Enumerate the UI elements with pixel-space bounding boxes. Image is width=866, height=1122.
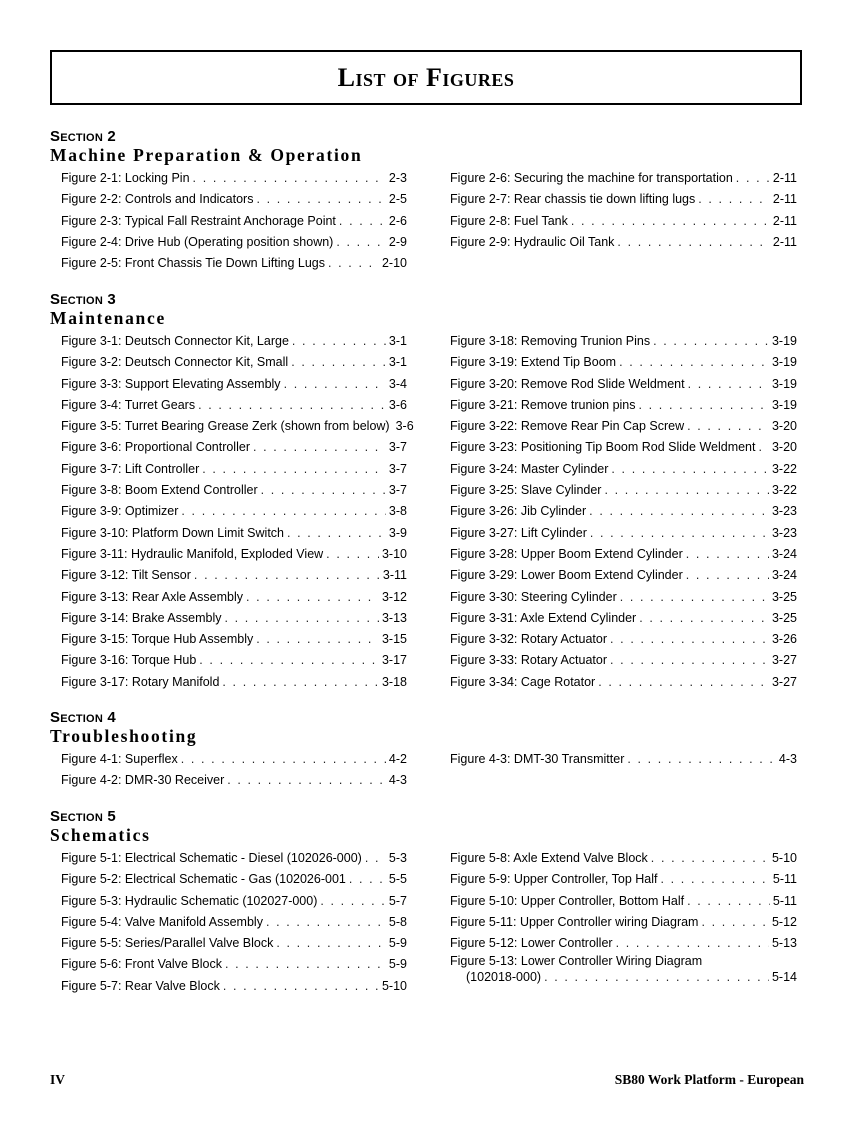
figure-page: 3-24 xyxy=(771,568,797,583)
figure-label: Figure 3-33: Rotary Actuator xyxy=(450,653,608,668)
figure-label: Figure 3-6: Proportional Controller xyxy=(61,440,250,455)
figure-label: Figure 3-2: Deutsch Connector Kit, Small xyxy=(61,355,289,370)
dot-leader xyxy=(326,544,379,565)
dot-leader xyxy=(604,480,769,501)
figure-label: Figure 3-19: Extend Tip Boom xyxy=(450,355,617,370)
figure-page: 5-9 xyxy=(388,936,407,951)
dot-leader xyxy=(639,608,769,629)
figure-page: 3-1 xyxy=(388,355,407,370)
section-label: Section 3 xyxy=(50,291,116,308)
figure-label: Figure 4-3: DMT-30 Transmitter xyxy=(450,752,625,766)
figure-entry[interactable] xyxy=(61,189,407,210)
figure-label: Figure 2-9: Hydraulic Oil Tank xyxy=(450,234,615,249)
figure-page: 3-6 xyxy=(395,419,414,434)
figure-entry[interactable] xyxy=(450,650,797,671)
figure-entry[interactable] xyxy=(450,459,797,480)
figure-label: Figure 3-24: Master Cylinder xyxy=(450,461,609,476)
dot-leader xyxy=(328,253,379,274)
dot-leader xyxy=(639,395,769,416)
dot-leader xyxy=(223,976,379,997)
figure-page: 2-10 xyxy=(381,256,407,271)
figure-page: 3-9 xyxy=(388,525,407,540)
figure-page: 5-10 xyxy=(381,978,407,993)
figure-page: 4-3 xyxy=(388,773,407,788)
figure-entry[interactable] xyxy=(61,869,407,890)
figure-page: 3-20 xyxy=(771,419,797,434)
figure-entry[interactable] xyxy=(61,565,407,586)
figure-page: 5-8 xyxy=(388,914,407,929)
figure-label: Figure 3-12: Tilt Sensor xyxy=(61,568,191,583)
figure-page: 2-6 xyxy=(388,213,407,228)
dot-leader xyxy=(276,933,386,954)
figure-entry[interactable] xyxy=(61,650,407,671)
figure-label-line2: (102018-000) xyxy=(466,970,542,985)
figure-label: Figure 5-10: Upper Controller, Bottom Half xyxy=(450,893,685,908)
figure-label: Figure 3-4: Turret Gears xyxy=(61,397,196,412)
figure-label: Figure 2-6: Securing the machine for transportation xyxy=(450,171,733,185)
figure-entry[interactable] xyxy=(450,848,797,869)
dot-leader xyxy=(736,168,770,189)
figure-label: Figure 3-23: Positioning Tip Boom Rod Slide Weldment xyxy=(450,440,756,455)
figure-page: 3-20 xyxy=(771,440,797,455)
figure-label: Figure 3-30: Steering Cylinder xyxy=(450,589,617,604)
section-title: Maintenance xyxy=(50,308,166,328)
figure-label: Figure 5-2: Electrical Schematic - Gas (102026-001 xyxy=(61,872,346,887)
figure-label: Figure 5-6: Front Valve Block xyxy=(61,957,222,972)
dot-leader xyxy=(598,672,769,693)
figure-label: Figure 4-2: DMR-30 Receiver xyxy=(61,773,225,788)
section-label: Section 2 xyxy=(50,128,116,145)
figure-label: Figure 5-4: Valve Manifold Assembly xyxy=(61,914,263,929)
figure-label: Figure 3-22: Remove Rear Pin Cap Screw xyxy=(450,419,685,434)
figure-label: Figure 3-10: Platform Down Limit Switch xyxy=(61,525,284,540)
dot-leader xyxy=(227,770,386,791)
figure-entry[interactable] xyxy=(61,912,407,933)
figure-page: 3-23 xyxy=(771,525,797,540)
dot-leader xyxy=(181,749,386,770)
figure-entry[interactable] xyxy=(450,912,797,933)
figure-page: 5-3 xyxy=(388,851,407,865)
figure-entry[interactable] xyxy=(450,749,797,770)
figure-entry[interactable] xyxy=(61,416,414,437)
dot-leader xyxy=(653,331,769,352)
dot-leader xyxy=(610,650,769,671)
figure-page: 2-11 xyxy=(772,234,797,249)
figure-page: 3-19 xyxy=(771,397,797,412)
dot-leader xyxy=(336,232,386,253)
figure-label: Figure 3-28: Upper Boom Extend Cylinder xyxy=(450,546,683,561)
figure-label: Figure 2-5: Front Chassis Tie Down Lifting Lugs xyxy=(61,256,326,271)
dot-leader xyxy=(687,891,770,912)
figure-column-left xyxy=(61,168,407,274)
figure-entry[interactable] xyxy=(61,253,407,274)
dot-leader xyxy=(698,189,770,210)
section-title: Troubleshooting xyxy=(50,726,198,746)
figure-page: 4-2 xyxy=(388,752,407,766)
figure-entry[interactable] xyxy=(450,891,797,912)
figure-page: 3-19 xyxy=(771,355,797,370)
figure-entry[interactable] xyxy=(61,544,407,565)
figure-entry[interactable] xyxy=(61,331,407,352)
figure-page: 3-7 xyxy=(388,461,407,476)
figure-label: Figure 2-4: Drive Hub (Operating position shown) xyxy=(61,234,334,249)
figure-page: 5-11 xyxy=(772,872,797,887)
figure-page: 2-9 xyxy=(388,234,407,249)
section-title: Machine Preparation & Operation xyxy=(50,145,363,165)
figure-entry[interactable] xyxy=(61,168,407,189)
figure-entry[interactable] xyxy=(450,933,797,954)
figure-page: 3-10 xyxy=(381,546,407,561)
figure-page: 3-7 xyxy=(388,483,407,498)
dot-leader xyxy=(339,211,386,232)
dot-leader xyxy=(222,672,379,693)
figure-page: 3-27 xyxy=(771,674,797,689)
figure-entry[interactable] xyxy=(61,608,407,629)
dot-leader xyxy=(365,848,386,869)
figure-entry[interactable] xyxy=(61,501,407,522)
dot-leader xyxy=(627,749,776,770)
figure-page: 5-11 xyxy=(772,893,797,908)
dot-leader xyxy=(544,969,769,985)
figure-entry[interactable] xyxy=(61,749,407,770)
figure-page: 4-3 xyxy=(778,752,797,766)
figure-label: Figure 3-26: Jib Cylinder xyxy=(450,504,587,519)
figure-label: Figure 5-3: Hydraulic Schematic (102027-000) xyxy=(61,893,318,908)
figure-page: 3-11 xyxy=(382,568,407,583)
figure-page: 2-11 xyxy=(772,171,797,185)
section-title: Schematics xyxy=(50,825,151,845)
dot-leader xyxy=(256,629,379,650)
dot-leader xyxy=(686,544,769,565)
figure-label: Figure 3-18: Removing Trunion Pins xyxy=(450,334,651,348)
figure-page: 5-13 xyxy=(771,936,797,951)
figure-entry[interactable] xyxy=(61,374,407,395)
figure-label: Figure 3-29: Lower Boom Extend Cylinder xyxy=(450,568,683,583)
figure-label: Figure 2-3: Typical Fall Restraint Anchorage Point xyxy=(61,213,336,228)
figure-page: 3-22 xyxy=(771,483,797,498)
figure-entry[interactable] xyxy=(450,168,797,189)
figure-label: Figure 5-11: Upper Controller wiring Diagram xyxy=(450,914,699,929)
figure-page: 2-5 xyxy=(388,192,407,207)
dot-leader xyxy=(320,891,386,912)
figure-entry[interactable] xyxy=(450,480,797,501)
figure-column-right xyxy=(450,749,797,770)
figure-page: 3-27 xyxy=(771,653,797,668)
figure-entry[interactable] xyxy=(450,672,797,693)
figure-entry[interactable] xyxy=(450,211,797,232)
figure-entry[interactable] xyxy=(61,459,407,480)
figure-page: 3-17 xyxy=(381,653,407,668)
figure-label: Figure 5-5: Series/Parallel Valve Block xyxy=(61,936,274,951)
dot-leader xyxy=(758,437,768,458)
figure-page: 3-12 xyxy=(381,589,407,604)
figure-page: 3-18 xyxy=(381,674,407,689)
dot-leader xyxy=(225,608,379,629)
figure-entry[interactable] xyxy=(61,954,407,975)
figure-entry[interactable] xyxy=(450,189,797,210)
figure-column-left xyxy=(61,848,407,997)
dot-leader xyxy=(686,565,769,586)
figure-label: Figure 3-13: Rear Axle Assembly xyxy=(61,589,244,604)
dot-leader xyxy=(198,395,386,416)
dot-leader xyxy=(590,523,769,544)
dot-leader xyxy=(291,352,386,373)
page-title: List of Figures xyxy=(337,62,515,92)
section-3 xyxy=(50,291,810,689)
figure-label: Figure 3-8: Boom Extend Controller xyxy=(61,483,258,498)
figure-label: Figure 3-27: Lift Cylinder xyxy=(450,525,587,540)
figure-label: Figure 3-1: Deutsch Connector Kit, Large xyxy=(61,334,289,348)
dot-leader xyxy=(651,848,769,869)
figure-page: 3-19 xyxy=(771,334,797,348)
figure-entry[interactable] xyxy=(450,331,797,352)
figure-page: 3-4 xyxy=(388,376,407,391)
figure-entry[interactable] xyxy=(450,232,797,253)
figure-entry[interactable] xyxy=(61,352,407,373)
figure-page: 5-10 xyxy=(771,851,797,865)
figure-label: Figure 3-7: Lift Controller xyxy=(61,461,200,476)
dot-leader xyxy=(225,954,386,975)
figure-entry[interactable] xyxy=(61,587,407,608)
figure-page: 3-15 xyxy=(381,632,407,647)
figure-label: Figure 5-1: Electrical Schematic - Diesel (102026-000) xyxy=(61,851,362,865)
figure-page: 3-23 xyxy=(771,504,797,519)
figure-label: Figure 3-3: Support Elevating Assembly xyxy=(61,376,281,391)
figure-entry[interactable] xyxy=(61,672,407,693)
figure-label: Figure 5-12: Lower Controller xyxy=(450,936,613,951)
figure-label: Figure 3-20: Remove Rod Slide Weldment xyxy=(450,376,685,391)
figure-label: Figure 2-2: Controls and Indicators xyxy=(61,192,254,207)
section-5 xyxy=(50,808,810,993)
dot-leader xyxy=(253,437,386,458)
dot-leader xyxy=(349,869,386,890)
figure-label: Figure 5-13: Lower Controller Wiring Diagram xyxy=(450,954,703,969)
figure-label: Figure 3-5: Turret Bearing Grease Zerk (shown from below) xyxy=(61,419,390,434)
figure-label: Figure 5-8: Axle Extend Valve Block xyxy=(450,851,648,865)
footer-page-number: IV xyxy=(50,1072,66,1087)
figure-entry[interactable] xyxy=(61,395,407,416)
figure-entry[interactable] xyxy=(450,608,797,629)
figure-entry[interactable] xyxy=(450,374,797,395)
figure-page: 2-11 xyxy=(772,192,797,207)
figure-entry[interactable] xyxy=(61,629,407,650)
figure-page: 5-9 xyxy=(388,957,407,972)
figure-label: Figure 3-16: Torque Hub xyxy=(61,653,197,668)
figure-entry[interactable] xyxy=(61,848,407,869)
figure-entry[interactable] xyxy=(450,395,797,416)
dot-leader xyxy=(261,480,386,501)
figure-label: Figure 2-8: Fuel Tank xyxy=(450,213,568,228)
dot-leader xyxy=(193,168,386,189)
figure-label: Figure 3-9: Optimizer xyxy=(61,504,179,519)
dot-leader xyxy=(287,523,386,544)
figure-entry[interactable] xyxy=(450,416,797,437)
figure-page: 3-8 xyxy=(388,504,407,519)
figure-column-left xyxy=(61,331,414,693)
dot-leader xyxy=(181,501,386,522)
figure-page: 2-3 xyxy=(388,171,407,185)
figure-label: Figure 4-1: Superflex xyxy=(61,752,178,766)
figure-label: Figure 3-34: Cage Rotator xyxy=(450,674,596,689)
figure-page: 3-25 xyxy=(771,589,797,604)
dot-leader xyxy=(611,459,769,480)
figure-label: Figure 3-15: Torque Hub Assembly xyxy=(61,632,254,647)
figure-entry[interactable] xyxy=(61,232,407,253)
figure-page: 3-6 xyxy=(388,397,407,412)
dot-leader xyxy=(571,211,770,232)
figure-page: 3-24 xyxy=(771,546,797,561)
figure-label: Figure 5-7: Rear Valve Block xyxy=(61,978,220,993)
section-2 xyxy=(50,128,810,271)
figure-page: 5-12 xyxy=(771,914,797,929)
figure-entry[interactable] xyxy=(450,544,797,565)
dot-leader xyxy=(246,587,379,608)
section-label: Section 4 xyxy=(50,709,116,726)
title-box xyxy=(50,50,802,105)
dot-leader xyxy=(701,912,768,933)
figure-label: Figure 3-21: Remove trunion pins xyxy=(450,397,636,412)
dot-leader xyxy=(620,587,769,608)
dot-leader xyxy=(619,352,769,373)
dot-leader xyxy=(589,501,769,522)
figure-entry[interactable] xyxy=(61,480,407,501)
figure-page: 3-7 xyxy=(388,440,407,455)
dot-leader xyxy=(292,331,386,352)
dot-leader xyxy=(202,459,386,480)
dot-leader xyxy=(194,565,380,586)
figure-entry[interactable] xyxy=(61,770,407,791)
dot-leader xyxy=(661,869,770,890)
figure-page: 5-7 xyxy=(388,893,407,908)
figure-page: 3-1 xyxy=(388,334,407,348)
dot-leader xyxy=(610,629,769,650)
figure-page: 3-22 xyxy=(771,461,797,476)
figure-page: 3-13 xyxy=(381,610,407,625)
figure-page: 5-5 xyxy=(388,872,407,887)
dot-leader xyxy=(256,189,385,210)
figure-column-left xyxy=(61,749,407,792)
figure-label: Figure 3-17: Rotary Manifold xyxy=(61,674,220,689)
dot-leader xyxy=(688,374,769,395)
figure-label: Figure 2-7: Rear chassis tie down lifting lugs xyxy=(450,192,696,207)
figure-entry[interactable] xyxy=(61,891,407,912)
dot-leader xyxy=(616,933,769,954)
figure-column-right xyxy=(450,168,797,253)
section-label: Section 5 xyxy=(50,808,116,825)
dot-leader xyxy=(199,650,379,671)
figure-entry[interactable] xyxy=(450,523,797,544)
figure-entry[interactable] xyxy=(61,933,407,954)
figure-column-right xyxy=(450,331,797,693)
footer-document-title: SB80 Work Platform - European xyxy=(614,1072,804,1087)
figure-entry[interactable] xyxy=(450,587,797,608)
figure-page: 5-14 xyxy=(771,970,797,985)
figure-label: Figure 2-1: Locking Pin xyxy=(61,171,190,185)
dot-leader xyxy=(284,374,386,395)
figure-entry[interactable] xyxy=(450,629,797,650)
figure-page: 3-25 xyxy=(771,610,797,625)
figure-entry[interactable] xyxy=(450,869,797,890)
figure-entry[interactable] xyxy=(61,523,407,544)
figure-entry[interactable] xyxy=(450,352,797,373)
figure-label: Figure 5-9: Upper Controller, Top Half xyxy=(450,872,658,887)
figure-entry[interactable] xyxy=(61,211,407,232)
figure-label-continued xyxy=(450,969,797,985)
dot-leader xyxy=(687,416,769,437)
figure-entry[interactable] xyxy=(450,501,797,522)
figure-entry[interactable] xyxy=(450,954,797,990)
figure-label: Figure 3-31: Axle Extend Cylinder xyxy=(450,610,637,625)
figure-entry[interactable] xyxy=(450,565,797,586)
figure-label: Figure 3-14: Brake Assembly xyxy=(61,610,222,625)
figure-page: 3-26 xyxy=(771,632,797,647)
figure-entry[interactable] xyxy=(61,437,407,458)
figure-entry[interactable] xyxy=(61,976,407,997)
dot-leader xyxy=(617,232,769,253)
dot-leader xyxy=(266,912,386,933)
figure-page: 3-19 xyxy=(771,376,797,391)
figure-label: Figure 3-25: Slave Cylinder xyxy=(450,483,602,498)
figure-entry[interactable] xyxy=(450,437,797,458)
figure-label: Figure 3-32: Rotary Actuator xyxy=(450,632,608,647)
figure-column-right xyxy=(450,848,797,990)
figure-page: 2-11 xyxy=(772,213,797,228)
figure-label: Figure 3-11: Hydraulic Manifold, Exploded View xyxy=(61,546,324,561)
section-4 xyxy=(50,709,810,788)
